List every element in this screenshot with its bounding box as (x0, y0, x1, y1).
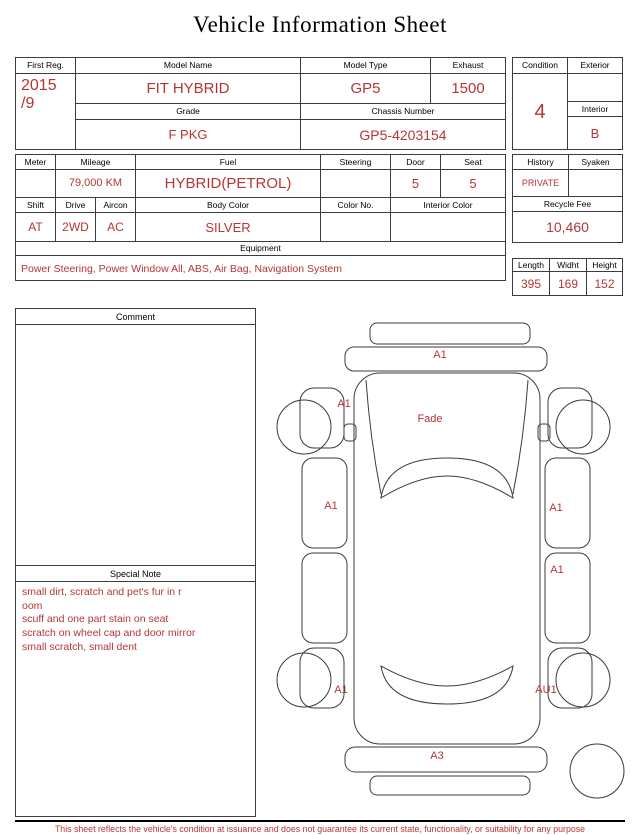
interior-label: Interior (568, 102, 622, 117)
exhaust-label: Exhaust (431, 58, 505, 74)
history-value: PRIVATE (513, 170, 569, 197)
condition-label: Condition (513, 58, 568, 74)
length-label: Length (513, 259, 550, 272)
front-left-wheel (277, 400, 331, 454)
aircon-label: Aircon (96, 198, 136, 213)
drive-value: 2WD (56, 213, 96, 242)
mileage-value: 79,000 KM (56, 170, 136, 198)
front-right-wheel (556, 400, 610, 454)
shift-value: AT (16, 213, 56, 242)
svg-text:A1: A1 (433, 349, 447, 361)
registration-table (15, 57, 506, 150)
meter-value (16, 170, 56, 198)
svg-text:A1: A1 (324, 500, 338, 512)
interior-value: B (590, 125, 600, 141)
car-front-bumper (345, 323, 547, 371)
fuel-value: HYBRID(PETROL) (136, 170, 321, 198)
chassis-number-value: GP5-4203154 (359, 126, 447, 143)
svg-text:A1: A1 (550, 564, 564, 576)
seat-value: 5 (441, 170, 505, 198)
spec-row-1 (16, 155, 505, 198)
recycle-fee-label: Recycle Fee (513, 197, 622, 212)
rear-window (381, 666, 513, 704)
model-type-value: GP5 (301, 74, 431, 104)
width-value: 169 (550, 272, 587, 295)
syaken-label: Syaken (569, 155, 622, 170)
model-name-value: FIT HYBRID (76, 74, 301, 104)
car-diagram (258, 308, 636, 817)
svg-text:AU1: AU1 (535, 684, 557, 696)
first-reg-month: /9 (21, 94, 35, 112)
history-table (512, 154, 623, 243)
history-label: History (513, 155, 569, 170)
drive-label: Drive (56, 198, 96, 213)
car-body-outline (354, 373, 540, 744)
height-label: Height (587, 259, 622, 272)
footer-divider (15, 820, 625, 822)
page-title: Vehicle Information Sheet (193, 12, 447, 37)
svg-text:A1: A1 (337, 398, 351, 410)
interior-color-label: Interior Color (391, 198, 505, 213)
spare-tire (570, 744, 624, 798)
model-name-label: Model Name (76, 58, 301, 74)
color-no-value (321, 213, 391, 242)
steering-label: Steering (321, 155, 391, 170)
spec-row-2 (16, 198, 505, 242)
grade-value: F PKG (76, 120, 301, 149)
condition-value: 4 (513, 74, 568, 149)
footer-disclaimer: This sheet reflects the vehicle's condition at issuance and does not guarantee its current state, functionality, or suitability for any purpose (54, 824, 586, 834)
fuel-label: Fuel (136, 155, 321, 170)
comment-label: Comment (16, 309, 255, 325)
notes-panel (15, 308, 256, 817)
door-label: Door (391, 155, 441, 170)
grade-label: Grade (76, 104, 301, 120)
steering-value (321, 170, 391, 198)
interior-color-value (391, 213, 505, 242)
first-reg-label: First Reg. (16, 58, 76, 74)
color-no-label: Color No. (321, 198, 391, 213)
aircon-value: AC (96, 213, 136, 242)
rear-right-wheel (556, 653, 610, 707)
width-label: Widht (550, 259, 587, 272)
body-color-label: Body Color (136, 198, 321, 213)
damage-labels (324, 349, 563, 762)
exhaust-value: 1500 (431, 74, 505, 104)
dimensions-table (512, 258, 623, 296)
seat-label: Seat (441, 155, 505, 170)
shift-label: Shift (16, 198, 56, 213)
car-left-panels (300, 388, 356, 708)
chassis-number-label: Chassis Number (301, 104, 505, 120)
svg-text:A1: A1 (549, 502, 563, 514)
svg-text:Fade: Fade (417, 413, 443, 425)
comment-body (16, 325, 255, 566)
rear-left-wheel (277, 653, 331, 707)
recycle-fee-value: 10,460 (546, 219, 589, 235)
body-color-value: SILVER (136, 213, 321, 242)
equipment-value: Power Steering, Power Window All, ABS, Air Bag, Navigation System (21, 263, 342, 276)
first-reg-value (16, 74, 76, 149)
exterior-label: Exterior (568, 58, 622, 74)
windshield (381, 458, 513, 498)
special-note-text: small dirt, scratch and pet's fur in r oom scuff and one part stain on seat scratch on wheel cap and door mirror small scratch, small dent (22, 586, 196, 653)
length-value: 395 (513, 272, 550, 295)
meter-label: Meter (16, 155, 56, 170)
syaken-value (569, 170, 622, 197)
model-type-label: Model Type (301, 58, 431, 74)
svg-text:A3: A3 (430, 750, 444, 762)
equipment-label: Equipment (16, 242, 505, 256)
svg-text:A1: A1 (334, 684, 348, 696)
first-reg-year: 2015 (21, 77, 57, 94)
condition-table (512, 57, 623, 150)
exterior-value (568, 74, 622, 102)
door-value: 5 (391, 170, 441, 198)
mileage-label: Mileage (56, 155, 136, 170)
spec-table (15, 154, 506, 281)
car-rear-bumper (345, 747, 547, 795)
height-value: 152 (594, 276, 615, 291)
equipment-section (16, 242, 505, 283)
special-note-label: Special Note (16, 566, 255, 582)
